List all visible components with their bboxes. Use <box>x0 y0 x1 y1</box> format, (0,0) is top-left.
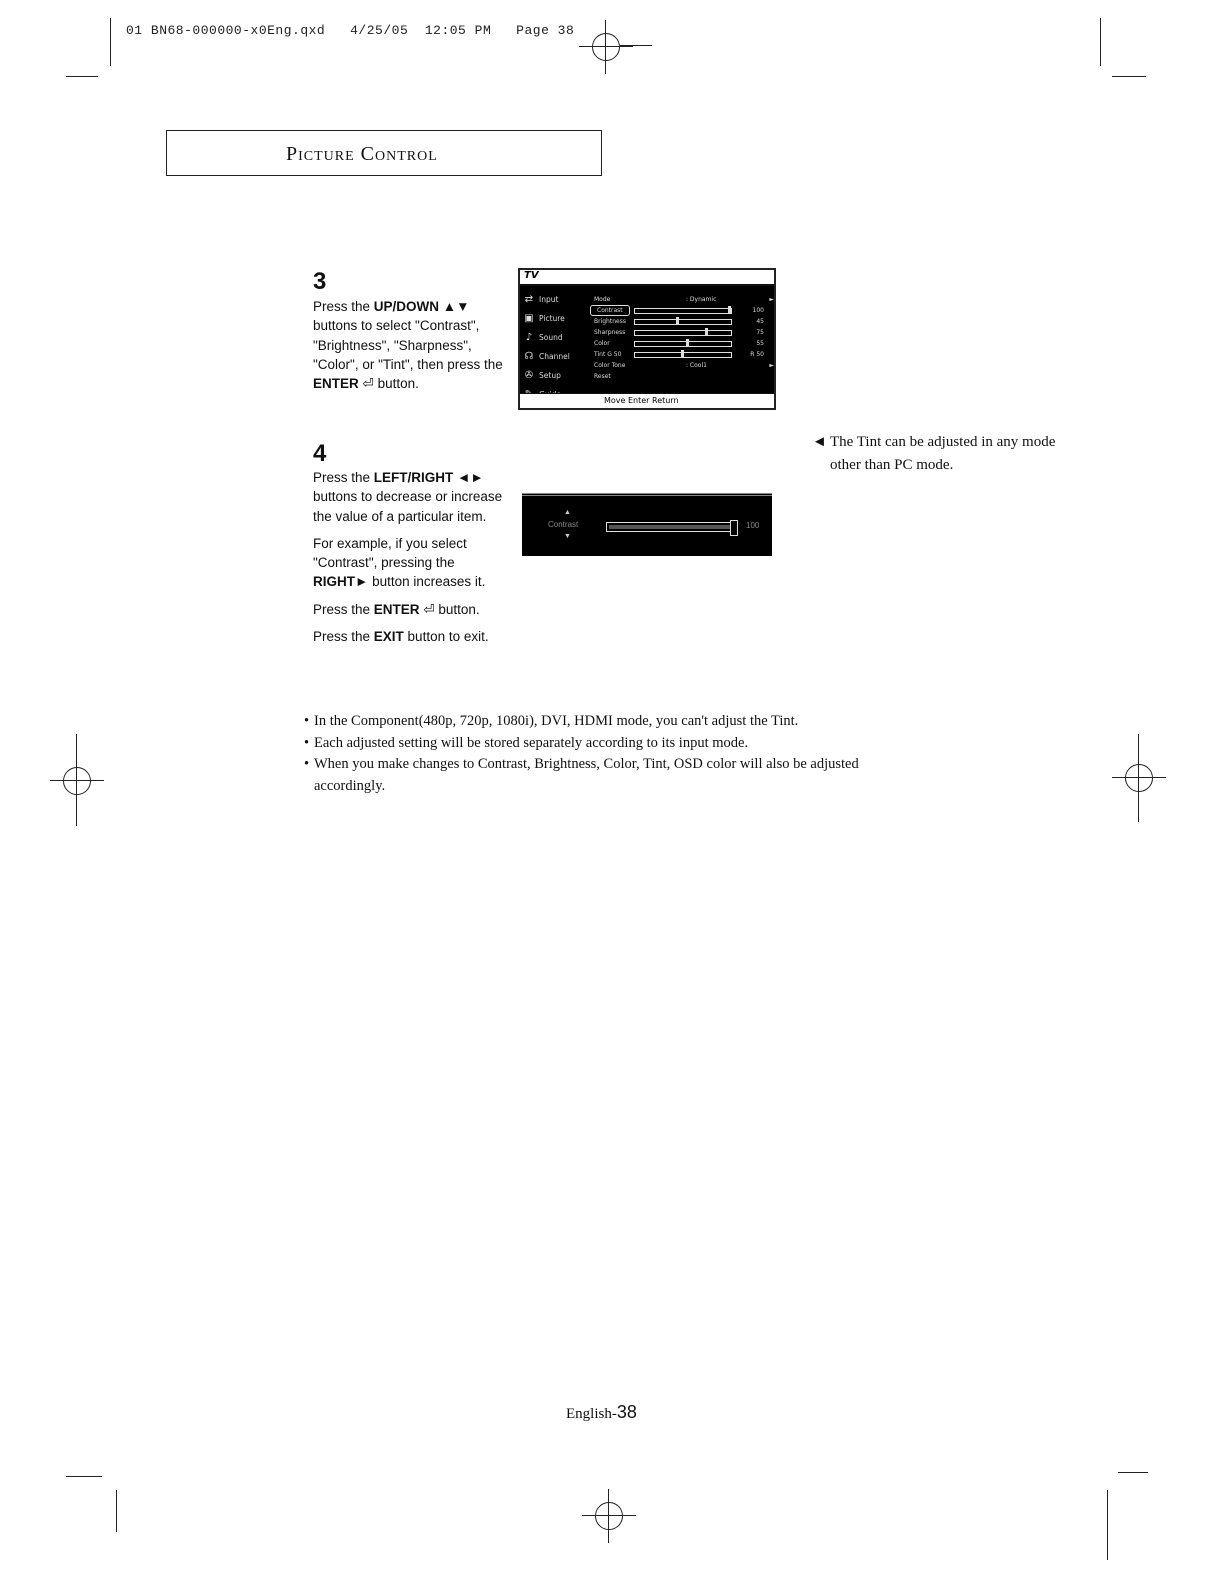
crop-mark <box>1112 76 1146 77</box>
menu-row <box>590 327 774 338</box>
menu-row-label: Brightness <box>594 318 626 325</box>
submenu-arrow-icon: ► <box>769 362 774 369</box>
channel-icon: ☊ <box>524 351 534 362</box>
menu-sidebar-label: Sound <box>539 333 563 342</box>
menu-row-label: Color <box>594 340 610 347</box>
registration-mark <box>592 33 620 61</box>
menu-row-label: Contrast <box>590 305 630 316</box>
menu-sidebar-item <box>522 366 580 385</box>
slider-knob <box>730 520 738 536</box>
note-item: • In the Component(480p, 720p, 1080i), DVI, HDMI mode, you can't adjust the Tint. <box>304 711 904 733</box>
side-note <box>812 431 1062 477</box>
menu-sidebar-item <box>522 290 580 309</box>
registration-mark <box>1125 764 1153 792</box>
menu-row-value: : Cool1 <box>686 362 707 369</box>
enter-icon: ⏎ <box>423 601 435 617</box>
note-item: • When you make changes to Contrast, Brightness, Color, Tint, OSD color will also be adjusted accordingly. <box>304 754 904 797</box>
crop-mark <box>1100 18 1101 66</box>
contrast-slider-screenshot <box>522 493 772 556</box>
menu-bottom-bar: Move Enter Return <box>520 393 774 408</box>
menu-row-bar <box>634 330 732 336</box>
menu-row-label: Color Tone <box>594 362 626 369</box>
pointer-left-icon: ◄ <box>812 434 827 450</box>
tv-label: TV <box>524 270 539 281</box>
menu-row <box>590 360 774 371</box>
menu-sidebar-label: Setup <box>539 371 561 380</box>
menu-row-number: 75 <box>756 329 764 336</box>
menu-row-bar <box>634 319 732 325</box>
menu-sidebar-label: Picture <box>539 314 565 323</box>
notes-list <box>304 711 904 797</box>
note-item: • Each adjusted setting will be stored separately according to its input mode. <box>304 733 904 755</box>
menu-row-knob <box>705 328 708 336</box>
registration-mark <box>595 1502 623 1530</box>
crop-mark <box>1107 1490 1108 1560</box>
step-number: 3 <box>313 268 327 295</box>
menu-row-label: Mode <box>594 296 611 303</box>
picture-menu-screenshot <box>518 268 776 410</box>
crop-mark <box>66 76 98 77</box>
menu-sidebar-label: Input <box>539 295 559 304</box>
menu-sidebar-item <box>522 309 580 328</box>
picture-icon: ▣ <box>524 313 534 324</box>
menu-row-number: 100 <box>752 307 764 314</box>
crop-mark <box>110 18 111 66</box>
setup-icon: ✇ <box>524 370 534 381</box>
crop-mark <box>1118 1472 1148 1473</box>
side-note-text: The Tint can be adjusted in any mode other than PC mode. <box>830 434 1056 473</box>
slider-track <box>606 522 736 532</box>
input-icon: ⇄ <box>524 294 534 305</box>
menu-row-knob <box>676 317 679 325</box>
menu-rows <box>590 294 774 382</box>
menu-row <box>590 294 774 305</box>
up-arrow-icon: ▲ <box>564 509 571 516</box>
submenu-arrow-icon: ► <box>769 296 774 303</box>
menu-row-bar <box>634 308 732 314</box>
slider-label: Contrast <box>548 520 579 529</box>
menu-sidebar-item <box>522 328 580 347</box>
step-3-instructions: Press the UP/DOWN ▲▼ buttons to select "Contrast", "Brightness", "Sharpness", "Color", or "Tint", then press the ENTER ⏎ button. <box>313 299 503 392</box>
menu-row-label: Sharpness <box>594 329 626 336</box>
menu-title-bar <box>520 270 774 286</box>
page-footer <box>566 1402 637 1423</box>
menu-row-knob <box>728 306 731 314</box>
sound-icon: ♪ <box>525 332 533 343</box>
menu-row <box>590 305 774 316</box>
crop-mark <box>66 1476 102 1477</box>
menu-row-number: 45 <box>756 318 764 325</box>
menu-row-value: : Dynamic <box>686 296 717 303</box>
slider-value: 100 <box>746 521 760 530</box>
menu-row-label: Reset <box>594 373 611 380</box>
menu-row <box>590 371 774 382</box>
menu-row-knob <box>686 339 689 347</box>
step-4-instructions: Press the LEFT/RIGHT ◄► buttons to decrease or increase the value of a particular item. For example, if you select "Contrast", pressing the RIGHT► button increases it. Press the ENTER ⏎ button. Press the EXIT button to exit. <box>313 470 503 645</box>
footer-language: English- <box>566 1406 617 1422</box>
menu-row-number: R 50 <box>750 351 764 358</box>
menu-sidebar <box>522 290 580 404</box>
registration-mark <box>63 767 91 795</box>
menu-row-knob <box>681 350 684 358</box>
slug-line: 01 BN68-000000-x0Eng.qxd 4/25/05 12:05 PM Page 38 <box>126 23 575 38</box>
menu-row-number: 55 <box>756 340 764 347</box>
slider-fill <box>609 525 731 529</box>
menu-row <box>590 338 774 349</box>
step-number: 4 <box>313 440 327 467</box>
menu-sidebar-label: Channel <box>539 352 570 361</box>
menu-row <box>590 316 774 327</box>
menu-row <box>590 349 774 360</box>
section-title: Picture Control <box>286 143 438 165</box>
down-arrow-icon: ▼ <box>564 533 571 540</box>
crop-mark <box>116 1490 117 1532</box>
menu-sidebar-item <box>522 347 580 366</box>
menu-row-label: Tint G 50 <box>594 351 622 358</box>
menu-row-bar <box>634 341 732 347</box>
enter-icon: ⏎ <box>362 376 374 392</box>
page-number: 38 <box>616 1402 637 1422</box>
